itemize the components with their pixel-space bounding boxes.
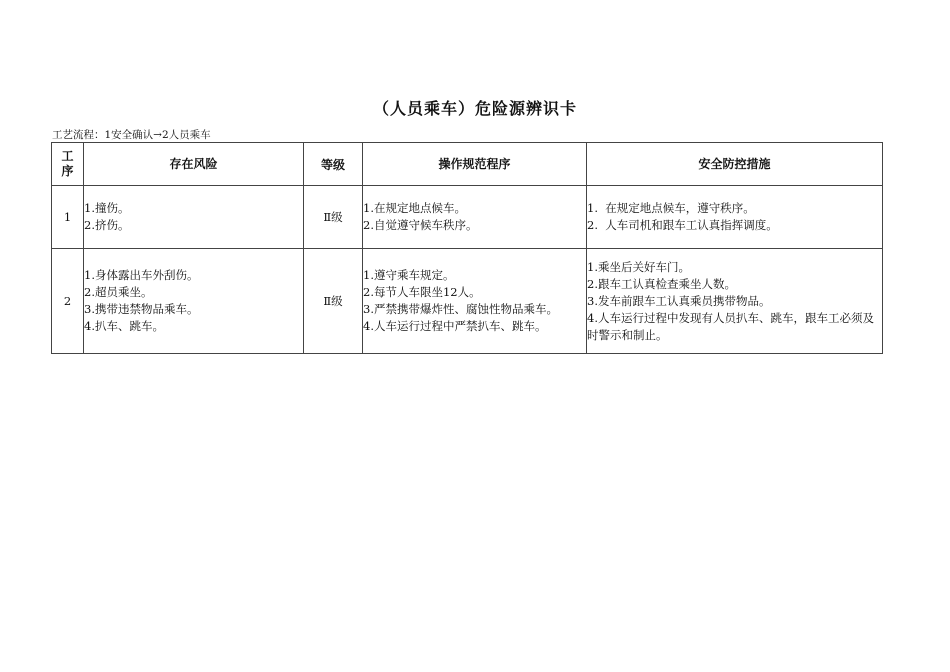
measure-item: 2.跟车工认真检查乘坐人数。 [587,276,736,291]
header-procedure: 操作规范程序 [363,143,587,186]
risk-item: 4.扒车、跳车。 [84,319,164,333]
risk-item: 1.撞伤。 [84,201,130,215]
procedure-item: 1.在规定地点候车。 [363,201,466,215]
risk-item: 2.超员乘坐。 [84,285,153,299]
procedure-item: 1.遵守乘车规定。 [363,268,455,282]
header-risk: 存在风险 [84,143,304,186]
header-step-line2: 序 [61,164,74,178]
table-header-row [52,143,883,186]
procedure-item: 3.严禁携带爆炸性、腐蚀性物品乘车。 [363,302,558,316]
measure-item: 2. 人车司机和跟车工认真指挥调度。 [587,218,778,232]
measure-item: 3.发车前跟车工认真乘员携带物品。 [587,293,771,308]
risk-item: 3.携带违禁物品乘车。 [84,302,199,316]
header-step-line1: 工 [61,149,74,163]
measures-cell [587,186,883,249]
table-row [52,249,883,354]
header-grade [304,143,363,186]
header-measures: 安全防控措施 [587,143,883,186]
risk-item: 2.挤伤。 [84,218,130,232]
header-grade-label: 等级 [320,158,345,172]
page-title: （人员乘车）危险源辨识卡 [372,99,577,118]
grade-cell: Ⅱ级 [304,186,363,249]
grade-cell: Ⅱ级 [304,249,363,354]
hazard-identification-table [51,142,883,354]
measure-item: 4.人车运行过程中发现有人员扒车、跳车，跟车工必须及时警示和制止。 [587,310,874,342]
risk-cell [84,186,304,249]
measure-item: 1. 在规定地点候车，遵守秩序。 [587,201,755,215]
procedure-cell [363,186,587,249]
procedure-cell [363,249,587,354]
step-number: 1 [52,186,84,249]
header-step [52,143,84,186]
risk-item: 1.身体露出车外刮伤。 [84,268,199,282]
procedure-item: 4.人车运行过程中严禁扒车、跳车。 [363,319,547,333]
procedure-item: 2.自觉遵守候车秩序。 [363,218,478,232]
step-number: 2 [52,249,84,354]
table-row [52,186,883,249]
measure-item: 1.乘坐后关好车门。 [587,259,690,274]
risk-cell [84,249,304,354]
procedure-item: 2.每节人车限坐12人。 [363,285,481,299]
process-flow-text: 工艺流程：1安全确认→2人员乘车 [52,129,211,141]
measures-cell [587,249,883,354]
